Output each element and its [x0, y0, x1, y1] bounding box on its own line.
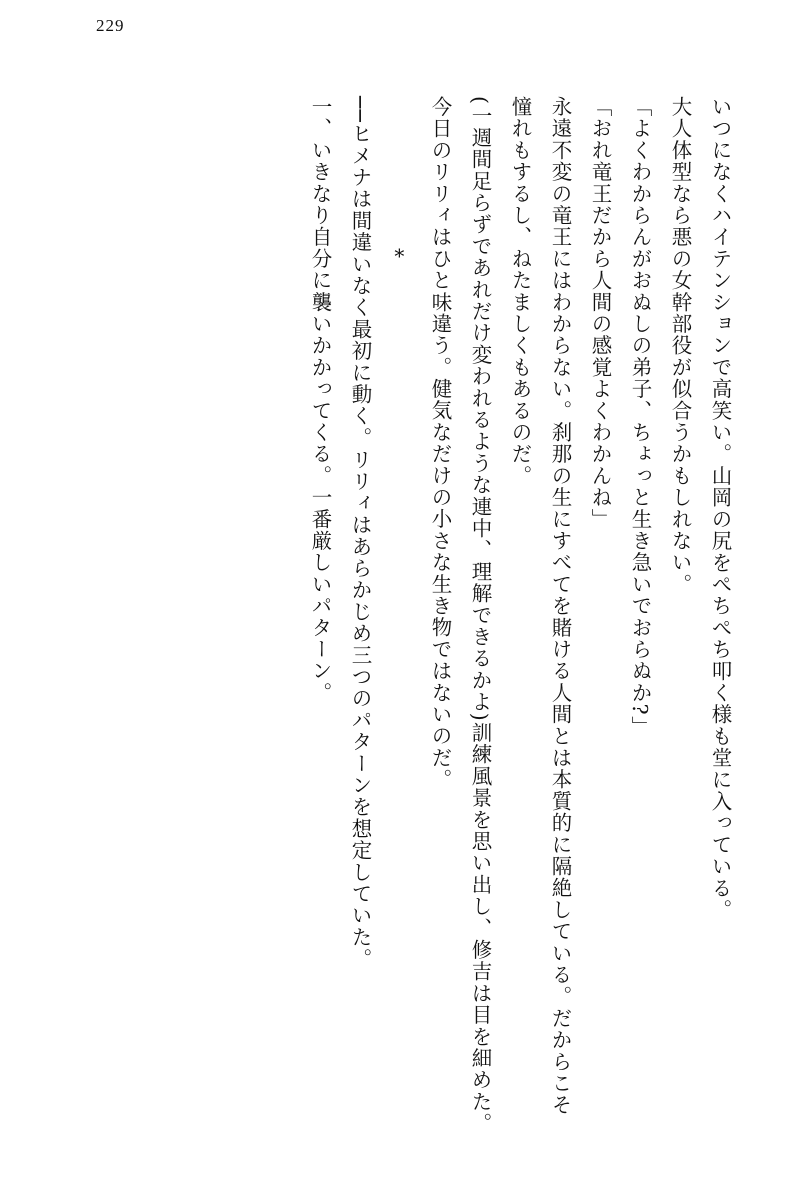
paragraph: 「おれ竜王だから人間の感覚よくわかんね」 [588, 96, 612, 530]
paragraph: 永遠不変の竜王にはわからない。刹那の生にすべてを賭ける人間とは本質的に隔絶している。だからこそ憧れもするし、ねたましくもあるのだ。 [508, 96, 572, 1116]
page-number: 229 [96, 16, 125, 35]
paragraph: 一、いきなり自分に襲いかかってくる。一番厳しいパターン。 [308, 96, 332, 704]
scene-separator-mark: * [394, 244, 406, 268]
scene-separator [380, 96, 420, 1136]
paragraph: 「よくわからんがおぬしの弟子、ちょっと生き急いでおらぬか?」 [628, 96, 652, 738]
paragraph: リリィはあらかじめ三つのパターンを想定していた。 [348, 448, 372, 970]
paragraph: 大人体型なら悪の女幹部役が似合うかもしれない。 [668, 96, 692, 596]
page-body-text [50, 96, 740, 1136]
paragraph: いつになくハイテンションで高笑い。 [708, 96, 732, 465]
paragraph: 健気なだけの小さな生き物ではないのだ。 [428, 378, 452, 791]
paragraph: 山岡の尻をぺちぺち叩く様も堂に入っている。 [708, 464, 732, 921]
paragraph: ──ヒメナは間違いなく最初に動く。 [348, 96, 372, 449]
paragraph: 今日のリリィはひと味違う。 [428, 96, 452, 379]
paragraph: 訓練風景を思い出し、修吉は目を細めた。 [468, 722, 492, 1135]
paragraph: (一週間足らずであれだけ変われるような連中、理解できるかよ) [468, 96, 492, 722]
